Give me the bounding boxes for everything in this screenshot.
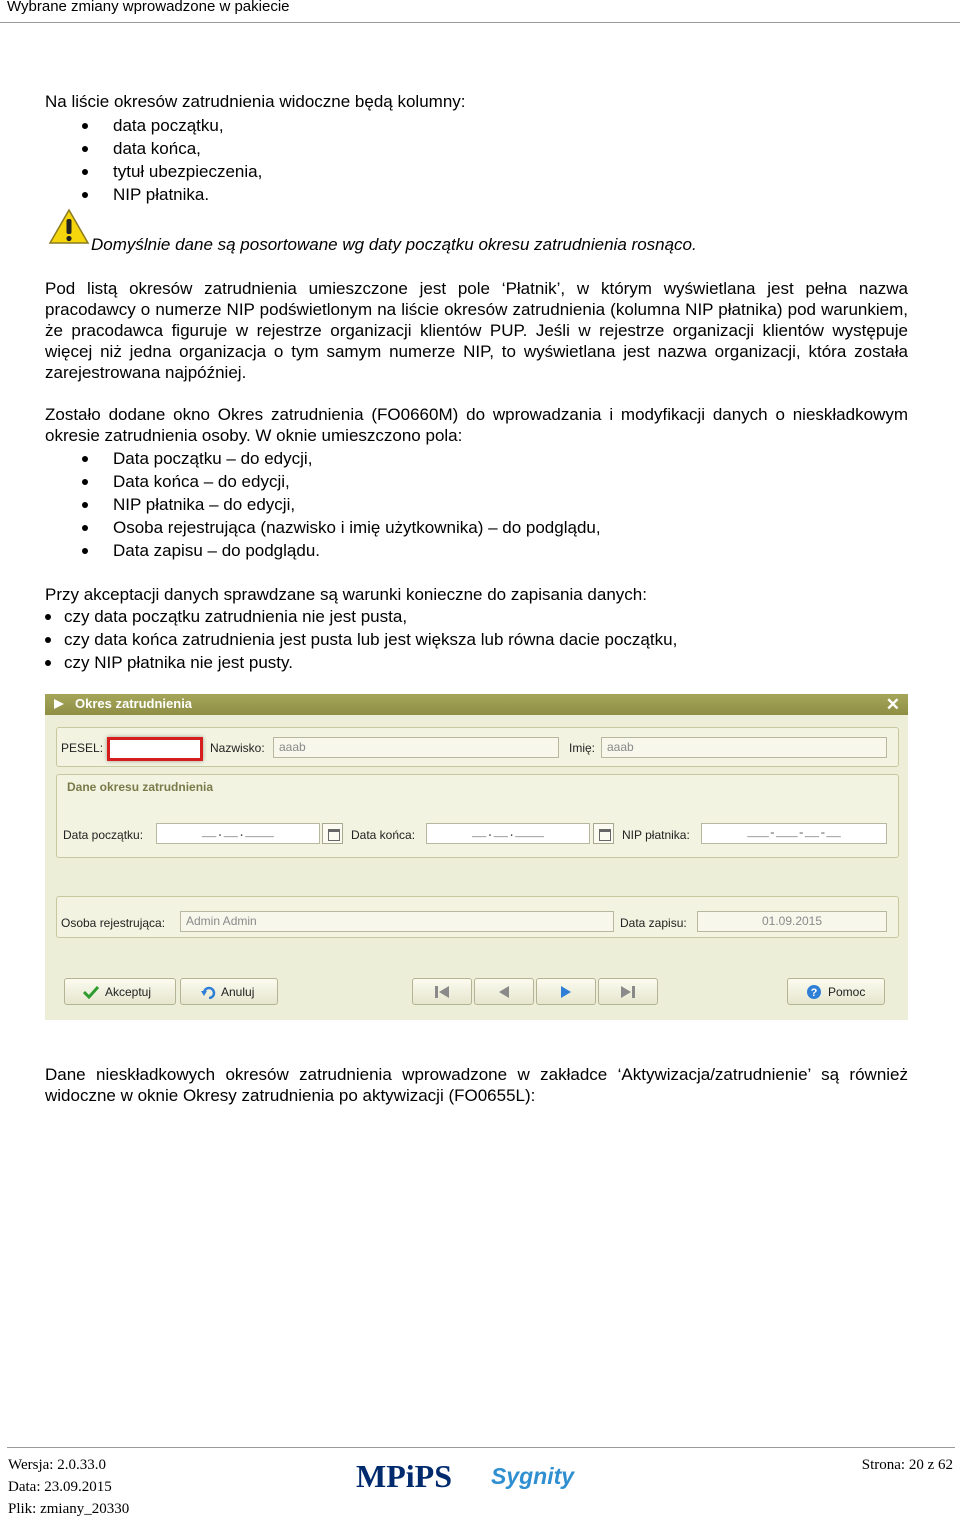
warning-icon — [48, 208, 90, 246]
group-title: Dane okresu zatrudnienia — [67, 780, 214, 794]
calendar-icon[interactable] — [322, 823, 343, 844]
list-item: data końca, — [113, 137, 262, 160]
osoba-field[interactable]: Admin Admin — [180, 911, 614, 932]
data-konca-label: Data końca: — [351, 828, 416, 842]
nazwisko-field[interactable]: aaab — [273, 737, 559, 758]
accept-button[interactable] — [64, 978, 176, 1005]
previous-record-button[interactable] — [474, 978, 534, 1005]
osoba-label: Osoba rejestrująca: — [61, 916, 166, 930]
calendar-icon[interactable] — [593, 823, 614, 844]
last-record-button[interactable] — [598, 978, 658, 1005]
list-item: Data końca – do edycji, — [113, 470, 601, 493]
dialog-title-bar — [45, 694, 908, 715]
list-item: czy data końca zatrudnienia jest pusta lub jest większa lub równa dacie początku, — [64, 630, 678, 649]
first-icon — [433, 985, 451, 999]
data-poczatku-field[interactable]: __.__.____ — [156, 823, 320, 844]
list-item: czy NIP płatnika nie jest pusty. — [64, 651, 677, 674]
list-item: data początku, — [113, 114, 262, 137]
next-icon — [557, 985, 575, 999]
sygnity-logo: Sygnity — [491, 1463, 575, 1489]
pesel-field[interactable] — [107, 737, 203, 761]
cancel-label: Anuluj — [221, 985, 255, 999]
footer-date: Data: 23.09.2015 — [8, 1479, 112, 1495]
nip-label: NIP płatnika: — [622, 828, 690, 842]
data-zapisu-label: Data zapisu: — [620, 916, 687, 930]
header-title: Wybrane zmiany wprowadzone w pakiecie — [7, 0, 290, 15]
list-item: NIP płatnika – do edycji, — [113, 493, 601, 516]
page-header — [0, 0, 960, 23]
close-icon[interactable]: ✕ — [885, 695, 900, 714]
window-icon — [54, 699, 64, 709]
list-item: Data zapisu – do podglądu. — [113, 539, 601, 562]
footer-rule — [7, 1447, 955, 1448]
data-poczatku-label: Data początku: — [63, 828, 144, 842]
list-item: Osoba rejestrująca (nazwisko i imię użytkownika) – do podglądu, — [113, 518, 601, 537]
undo-icon — [201, 985, 217, 999]
first-record-button[interactable] — [412, 978, 472, 1005]
list-item: Data początku – do edycji, — [113, 447, 601, 470]
last-icon — [619, 985, 637, 999]
paragraph-new-window: Zostało dodane okno Okres zatrudnienia (FO0660M) do wprowadzania i modyfikacji danych o nieskładkowym okresie zatrudnienia osoby. W oknie umieszczono pola: — [45, 405, 908, 445]
list-item: czy data początku zatrudnienia nie jest pusta, — [64, 605, 677, 628]
sort-note: Domyślnie dane są posortowane wg daty początku okresu zatrudnienia rosnąco. — [91, 235, 697, 254]
mpips-logo: MPiPS — [356, 1458, 452, 1494]
dialog-title: Okres zatrudnienia — [75, 696, 193, 711]
fields-list — [113, 447, 601, 562]
footer-version: Wersja: 2.0.33.0 — [8, 1457, 106, 1473]
paragraph-conditions: Przy akceptacji danych sprawdzane są warunki konieczne do zapisania danych: — [45, 585, 647, 604]
cancel-button[interactable] — [180, 978, 278, 1005]
nazwisko-label: Nazwisko: — [210, 741, 265, 755]
imie-field[interactable]: aaab — [601, 737, 887, 758]
imie-label: Imię: — [569, 741, 596, 755]
accept-label: Akceptuj — [105, 985, 152, 999]
columns-list — [113, 114, 262, 206]
nip-field[interactable]: ___-___-__-__ — [701, 823, 887, 844]
previous-icon — [495, 985, 513, 999]
next-record-button[interactable] — [536, 978, 596, 1005]
list-item: NIP płatnika. — [113, 183, 262, 206]
help-label: Pomoc — [828, 985, 866, 999]
pesel-label: PESEL: — [61, 741, 104, 755]
paragraph-aktywizacja: Dane nieskładkowych okresów zatrudnienia wprowadzone w zakładce ‘Aktywizacja/zatrudnienie’ są również widoczne w oknie Okresy zatrudnienia po aktywizacji (FO0655L): — [45, 1065, 908, 1105]
paragraph-platnik: Pod listą okresów zatrudnienia umieszczone jest pole ‘Płatnik’, w którym wyświetlana jest pełna nazwa pracodawcy o numerze NIP podświetlonym na liście okresów zatrudnienia (kolumna NIP płatnika) pod warunkiem, że pracodawca figuruje w rejestrze organizacji klientów PUP. Jeśli w rejestrze organizacji klientów występuje więcej niż jedna organizacja o tym samym numerze NIP, to wyświetlana jest nazwa organizacji, która została zarejestrowana najpóźniej. — [45, 279, 908, 382]
help-icon — [806, 984, 822, 1000]
intro-text: Na liście okresów zatrudnienia widoczne będą kolumny: — [45, 92, 466, 111]
footer-file: Plik: zmiany_20330 — [8, 1501, 130, 1517]
svg-text:?: ? — [810, 987, 818, 999]
list-item: tytuł ubezpieczenia, — [113, 162, 263, 181]
checkmark-icon — [83, 985, 99, 999]
conditions-list — [64, 605, 677, 674]
help-button[interactable] — [787, 978, 885, 1005]
okres-zatrudnienia-dialog — [45, 694, 908, 1020]
data-zapisu-field[interactable]: 01.09.2015 — [697, 911, 887, 932]
footer-page: Strona: 20 z 62 — [861, 1457, 953, 1473]
data-konca-field[interactable]: __.__.____ — [426, 823, 590, 844]
